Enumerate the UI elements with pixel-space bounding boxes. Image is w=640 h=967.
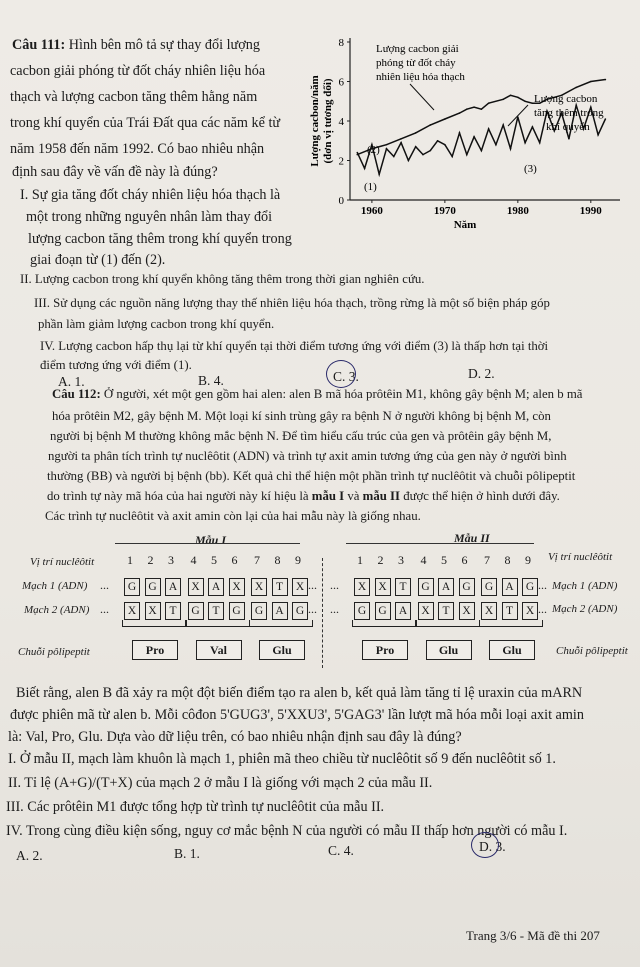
s2-strand2-nuc-6: X	[459, 602, 475, 620]
series-2-point	[459, 132, 461, 134]
series-1-point	[473, 106, 475, 108]
q112b-stmt-3: III. Các prôtêin M1 được tổng hợp từ trình tự nuclêôtit của mẫu II.	[6, 799, 385, 815]
s1-codon-bracket-3	[249, 620, 313, 627]
series-2-point	[422, 154, 424, 156]
s2-peptide-1: Pro	[362, 640, 408, 660]
s1-pos-7: 7	[254, 553, 260, 567]
q111-stmt-3-line-2: phần làm giảm lượng cacbon trong khí quyển.	[38, 317, 275, 331]
q111-stmt-4-line-1: IV. Lượng cacbon hấp thụ lại từ khí quyển tại thời điểm tương ứng với điểm (3) là thấp hơn tại thời	[40, 339, 549, 353]
q112-option-b[interactable]: B. 1.	[174, 846, 200, 861]
q111-line-4: trong khí quyển của Trái Đất qua các năm kể từ	[10, 115, 281, 131]
s1-strand2-nuc-7: G	[251, 602, 267, 620]
series-2-point	[400, 142, 402, 144]
s1-pos-3: 3	[168, 553, 174, 567]
series-2-point	[510, 148, 512, 150]
q111-stmt-1-line-1: I. Sự gia tăng đốt cháy nhiên liệu hóa thạch là	[20, 187, 281, 203]
s2-pos-4: 4	[420, 553, 427, 567]
s1-strand2-nuc-9: G	[292, 602, 308, 620]
chart-annotation-6: khí quyển	[546, 121, 590, 133]
s2-strand2-nuc-1: G	[354, 602, 370, 620]
s2-strand1-nuc-1: X	[354, 578, 370, 596]
series-2-point	[386, 148, 388, 150]
y-axis-label	[309, 75, 334, 166]
s1-strand1-end-ellipsis: ...	[308, 578, 317, 592]
strand2-label-left: Mạch 2 (ADN)	[24, 604, 90, 616]
s1-strand2-nuc-8: A	[272, 602, 288, 620]
s1-peptide-3: Glu	[259, 640, 305, 660]
pointer-line-atmosphere	[508, 105, 528, 126]
answer-circle-mark	[326, 360, 356, 388]
answer-circle-mark-2	[471, 832, 499, 858]
s1-strand1-nuc-6: X	[229, 578, 245, 596]
s1-strand1-nuc-8: T	[272, 578, 288, 596]
q112b-stmt-2: II. Tỉ lệ (A+G)/(T+X) của mạch 2 ở mẫu I là giống với mạch 2 của mẫu II.	[8, 775, 433, 791]
q112b-stmt-1: I. Ở mẫu II, mạch làm khuôn là mạch 1, phiên mã theo chiều từ nuclêôtit số 9 đến nuclêôtit số 1.	[8, 751, 556, 767]
q112-line-3: người bị bệnh M thường không mắc bệnh N. Để tìm hiểu cấu trúc của gen và prôtêin gây bệnh M,	[50, 429, 552, 443]
s1-strand2-end-ellipsis: ...	[308, 602, 317, 616]
s1-strand2-nuc-5: T	[208, 602, 224, 620]
series-2-point	[488, 128, 490, 130]
y-tick-label-0: 0	[338, 195, 344, 207]
s2-codon-bracket-1	[352, 620, 416, 627]
q111-stmt-1-line-2: một trong những nguyên nhân làm thay đổi	[26, 209, 273, 225]
series-2-point	[451, 156, 453, 158]
q112-line-2: hóa prôtêin M2, gây bệnh M. Một loại kí sinh trùng gây ra bệnh N ở người không bị bệnh M, còn	[52, 409, 551, 423]
s1-strand1-nuc-2: G	[145, 578, 161, 596]
q111-line-1	[12, 36, 260, 54]
s2-pos-6: 6	[461, 553, 468, 567]
q112-line-1	[52, 386, 582, 402]
strand2-label-right: Mạch 2 (ADN)	[552, 603, 618, 615]
s1-pos-8: 8	[274, 553, 281, 567]
q112-label: Câu 112:	[52, 387, 101, 401]
s2-strand2-start-ellipsis: ...	[330, 602, 339, 616]
q111-stmt-2: II. Lượng cacbon trong khí quyển không tăng thêm trong thời gian nghiên cứu.	[20, 272, 425, 286]
s1-strand2-nuc-6: G	[229, 602, 245, 620]
q111-text-1: Hình bên mô tả sự thay đổi lượng	[68, 37, 260, 53]
s2-strand2-nuc-7: X	[481, 602, 497, 620]
series-2-point	[539, 142, 541, 144]
series-1-point	[524, 100, 526, 102]
s2-pos-1: 1	[357, 553, 363, 567]
s1-pos-1: 1	[127, 553, 133, 567]
series-2-point	[495, 144, 497, 146]
q112b-line-3: là: Val, Pro, Glu. Dựa vào dữ liệu trên, có bao nhiêu nhận định sau đây là đúng?	[8, 729, 462, 745]
q112b-stmt-4: IV. Trong cùng điều kiện sống, nguy cơ mắc bệnh N của người có mẫu II thấp hơn người có mẫu I.	[6, 823, 568, 839]
s2-strand2-nuc-5: T	[438, 602, 454, 620]
series-1-point	[429, 124, 431, 126]
x-tick-label-1980: 1980	[506, 205, 529, 217]
y-axis-label-line-1: Lượng cacbon/năm	[309, 75, 321, 167]
series-1-point	[510, 95, 512, 97]
sample-2-title-rule	[346, 543, 534, 544]
s2-strand2-nuc-3: A	[395, 602, 411, 620]
chart-annotation-4: Lượng cacbon	[534, 93, 598, 105]
strand1-label-left: Mạch 1 (ADN)	[22, 580, 88, 592]
q112-mau1: mẫu I	[311, 489, 345, 503]
series-2-point	[502, 124, 504, 126]
x-tick-label-1970: 1970	[433, 205, 456, 217]
series-2-point	[437, 140, 439, 142]
s2-pos-3: 3	[398, 553, 404, 567]
s1-strand1-nuc-5: A	[208, 578, 224, 596]
series-2-point	[408, 160, 410, 162]
q111-line-2: cacbon giải phóng từ đốt cháy nhiên liệu hóa	[10, 63, 266, 79]
s2-strand2-end-ellipsis: ...	[538, 602, 547, 616]
s2-strand1-start-ellipsis: ...	[330, 578, 339, 592]
s1-pos-2: 2	[147, 553, 154, 567]
s2-strand1-nuc-9: G	[522, 578, 538, 596]
series-2-point	[356, 152, 358, 154]
q111-option-d[interactable]: D. 2.	[468, 366, 495, 381]
s1-strand2-nuc-4: G	[188, 602, 204, 620]
q111-stmt-1-line-4: giai đoạn từ (1) đến (2).	[30, 252, 166, 268]
series-2-point	[393, 156, 395, 158]
series-2-point	[568, 138, 570, 140]
q111-stmt-4-line-2: điểm tương ứng với điểm (1).	[40, 358, 192, 372]
s2-strand1-nuc-6: G	[459, 578, 475, 596]
q111-stmt-1-line-3: lượng cacbon tăng thêm trong khí quyển trong	[28, 231, 292, 247]
s1-strand2-nuc-2: X	[145, 602, 161, 620]
series-1-point	[481, 108, 483, 110]
s1-strand2-nuc-3: T	[165, 602, 181, 620]
series-1-point	[488, 102, 490, 104]
q111-option-a[interactable]: A. 1.	[58, 374, 85, 389]
series-2-point	[364, 168, 366, 170]
strand1-label-right: Mạch 1 (ADN)	[552, 580, 618, 592]
peptide-label-left: Chuỗi pôlipeptit	[18, 646, 90, 658]
s2-strand1-nuc-7: G	[481, 578, 497, 596]
sample-1-title: Mẫu I	[195, 533, 227, 547]
series-1-point	[400, 138, 402, 140]
series-1-point	[459, 112, 461, 114]
q112b-line-2: được phiên mã từ alen b. Mỗi côđon 5'GUG3', 5'XXU3', 5'GAG3' lần lượt mã hóa mỗi loại axit amin	[10, 707, 584, 723]
s2-strand1-nuc-3: T	[395, 578, 411, 596]
s1-strand1-nuc-9: X	[292, 578, 308, 596]
series-2-point	[605, 118, 607, 120]
series-2-point	[466, 154, 468, 156]
q112-va: và	[347, 489, 360, 503]
q112-option-a[interactable]: A. 2.	[16, 848, 43, 863]
s1-peptide-1: Pro	[132, 640, 178, 660]
s1-pos-6: 6	[231, 553, 238, 567]
sample-2-title: Mẫu II	[454, 531, 490, 545]
x-axis-label: Năm	[453, 219, 477, 231]
q111-label: Câu 111:	[12, 37, 66, 53]
y-axis-label-line-2: (đơn vị tương đối)	[322, 78, 334, 164]
q112-option-c[interactable]: C. 4.	[328, 843, 354, 858]
q112b-line-1: Biết rằng, alen B đã xảy ra một đột biến điểm tạo ra alen b, kết quả làm tăng tỉ lệ uraxin của mARN	[16, 685, 583, 701]
q112-text-6b: được thể hiện ở hình dưới đây.	[403, 489, 560, 503]
series-2-point	[532, 126, 534, 128]
s2-pos-8: 8	[504, 553, 511, 567]
s2-strand1-nuc-5: A	[438, 578, 454, 596]
chart-annotation-8: (2)	[367, 144, 380, 156]
s2-codon-bracket-3	[479, 620, 543, 627]
pos-label-right: Vị trí nuclêôtit	[548, 551, 613, 563]
s1-codon-bracket-1	[122, 620, 186, 627]
x-tick-label-1960: 1960	[360, 205, 383, 217]
series-1-point	[605, 79, 607, 81]
y-tick-label-2: 2	[338, 155, 344, 168]
q112-text-1: Ở người, xét một gen gồm hai alen: alen B mã hóa prôtêin M1, không gây bệnh M; alen b mã	[103, 387, 583, 401]
s2-codon-bracket-2	[416, 620, 480, 627]
s2-strand1-nuc-8: A	[502, 578, 518, 596]
s1-codon-bracket-2	[186, 620, 250, 627]
q111-option-c[interactable]: C. 3.	[333, 369, 359, 384]
series-1-point	[590, 81, 592, 83]
s1-pos-4: 4	[190, 553, 197, 567]
s1-strand1-start-ellipsis: ...	[100, 578, 109, 592]
y-tick-label-6: 6	[338, 76, 344, 89]
s2-strand2-nuc-9: X	[522, 602, 538, 620]
s2-strand1-end-ellipsis: ...	[538, 578, 547, 592]
series-1-point	[532, 102, 534, 104]
s2-pos-9: 9	[525, 553, 531, 567]
series-2-point	[597, 134, 599, 136]
q112-line-5: thường (BB) và người bị bệnh (bb). Kết quả chỉ thể hiện một phần trình tự nuclêôtit và chuỗi pôlipeptit	[47, 469, 576, 483]
series-1-point	[386, 144, 388, 146]
s2-strand1-nuc-4: G	[418, 578, 434, 596]
series-1-point	[466, 108, 468, 110]
y-tick-label-8: 8	[338, 37, 344, 49]
s2-strand2-nuc-4: X	[418, 602, 434, 620]
chart-annotation-2: phóng từ đốt cháy	[376, 57, 456, 69]
series-2-point	[378, 174, 380, 176]
q111-stmt-3-line-1: III. Sử dụng các nguồn năng lượng thay thế nhiên liệu hóa thạch, trồng rừng là một số biện pháp góp	[34, 296, 550, 310]
q111-line-5: năm 1958 đến năm 1992. Có bao nhiêu nhận	[10, 141, 265, 157]
chart-annotation-3: nhiên liệu hóa thạch	[376, 71, 465, 83]
q111-line-6: định sau đây về vấn đề này là đúng?	[12, 164, 218, 180]
s2-strand1-nuc-2: X	[375, 578, 391, 596]
s2-peptide-2: Glu	[426, 640, 472, 660]
chart-labels	[364, 43, 604, 193]
s1-strand2-nuc-1: X	[124, 602, 140, 620]
s1-pos-5: 5	[211, 553, 217, 567]
peptide-label-right: Chuỗi pôlipeptit	[556, 645, 628, 657]
s2-pos-7: 7	[484, 553, 490, 567]
chart-annotation-5: tăng thêm trong	[534, 107, 604, 119]
s1-pos-9: 9	[295, 553, 301, 567]
pointer-line-fossil	[410, 84, 434, 110]
q112-line-7: Các trình tự nuclêôtit và axit amin còn lại của hai mẫu này là giống nhau.	[45, 509, 421, 523]
series-1-point	[517, 97, 519, 99]
s1-peptide-2: Val	[196, 640, 242, 660]
chart-axes	[309, 37, 620, 231]
page-footer: Trang 3/6 - Mã đề thi 207	[466, 928, 600, 943]
s2-pos-2: 2	[377, 553, 384, 567]
q111-option-b[interactable]: B. 4.	[198, 373, 224, 388]
series-2-point	[429, 150, 431, 152]
series-2-point	[524, 142, 526, 144]
q112-line-4: người ta phân tích trình tự nuclêôtit (ADN) và trình tự axit amin tương ứng của gen này ở người bình	[48, 449, 567, 463]
s2-strand2-nuc-2: G	[375, 602, 391, 620]
sample-divider	[322, 558, 323, 668]
s1-strand1-nuc-1: G	[124, 578, 140, 596]
series-1-point	[444, 118, 446, 120]
series-2-point	[415, 146, 417, 148]
y-tick-label-4: 4	[338, 116, 344, 128]
series-1-point	[575, 87, 577, 89]
series-2-point	[473, 136, 475, 138]
chart-annotation-7: (1)	[364, 181, 377, 193]
s2-pos-5: 5	[441, 553, 447, 567]
series-1-point	[502, 98, 504, 100]
series-2-point	[444, 144, 446, 146]
s1-strand2-start-ellipsis: ...	[100, 602, 109, 616]
series-2-point	[481, 150, 483, 152]
pos-label-left: Vị trí nuclêôtit	[30, 556, 95, 568]
s2-strand2-nuc-8: T	[502, 602, 518, 620]
sample-1-title-rule	[115, 543, 300, 544]
s1-strand1-nuc-7: X	[251, 578, 267, 596]
chart-annotation-9: (3)	[524, 163, 537, 175]
s1-strand1-nuc-4: X	[188, 578, 204, 596]
q112-mau2: mẫu II	[362, 489, 400, 503]
s2-peptide-3: Glu	[489, 640, 535, 660]
carbon-chart	[302, 30, 634, 232]
q112-option-d[interactable]: D. 3.	[479, 839, 506, 854]
chart-annotation-1: Lượng cacbon giải	[376, 43, 459, 55]
s1-strand1-nuc-3: A	[165, 578, 181, 596]
q112-text-6a: do trình tự này mã hóa của hai người này kí hiệu là	[47, 489, 309, 503]
q111-line-3: thạch và lượng cacbon tăng thêm hằng năm	[10, 89, 258, 105]
series-1-point	[415, 132, 417, 134]
x-tick-label-1990: 1990	[579, 205, 602, 217]
q112-line-6	[47, 488, 560, 504]
